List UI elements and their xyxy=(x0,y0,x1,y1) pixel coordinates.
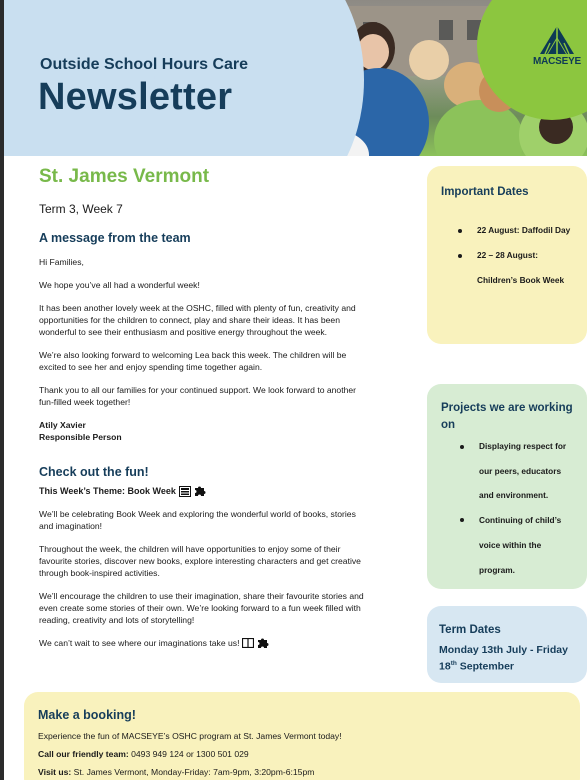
message-p1: We hope you’ve all had a wonderful week! xyxy=(39,280,200,290)
bullet-dot xyxy=(458,254,462,258)
message-p3 xyxy=(39,349,404,373)
date-item-2-line2: Children’s Book Week xyxy=(477,275,565,285)
open-book-icon xyxy=(242,638,254,648)
important-dates-heading: Important Dates xyxy=(441,186,529,198)
message-p2-line: wonderful to see their enthusiasm and positive energy throughout the week. xyxy=(39,327,328,337)
fun-p1-line: We’ll be celebrating Book Week and exploring the wonderful world of books, stories xyxy=(39,509,356,519)
fun-p3-line: We’ll encourage the children to use their imagination, share their favourite stories and xyxy=(39,591,364,601)
message-heading: A message from the team xyxy=(39,231,191,245)
theme-line xyxy=(39,485,404,497)
logo-text: MACSEYE xyxy=(532,56,582,67)
project-item-2-line: program. xyxy=(479,565,515,575)
important-dates-box xyxy=(427,166,587,344)
message-p2 xyxy=(39,302,404,338)
message-p3-line: excited to see her and enjoy spending time together again. xyxy=(39,362,263,372)
fun-p3-line: reading, creativity and lots of storytelling! xyxy=(39,615,195,625)
projects-heading-line2: on xyxy=(441,419,456,431)
fun-p2-line: Throughout the week, the children will have opportunities to enjoy some of their xyxy=(39,544,341,554)
term-dates-line1: Monday 13th July - Friday xyxy=(439,644,568,656)
projects-heading-line1: Projects we are working xyxy=(441,402,573,414)
greeting: Hi Families, xyxy=(39,257,84,267)
books-icon xyxy=(179,486,191,497)
macseye-logo xyxy=(529,26,585,67)
visit-details: St. James Vermont, Monday-Friday: 7am-9pm, 3:20pm-6:15pm xyxy=(71,767,315,777)
signature-role: Responsible Person xyxy=(39,432,122,442)
booking-heading: Make a booking! xyxy=(38,708,136,722)
project-item-2-line: Continuing of child’s xyxy=(479,515,562,525)
visit-label: Visit us: xyxy=(38,767,72,777)
date-item-2-line1: 22 – 28 August: xyxy=(477,250,539,260)
fun-p1 xyxy=(39,508,404,532)
project-item-1-line: and environment. xyxy=(479,490,549,500)
call-label: Call our friendly team: xyxy=(38,749,129,759)
term-dates-line2 xyxy=(439,660,514,673)
fun-p4-text: We can’t wait to see where our imaginations take us! xyxy=(39,638,240,648)
booking-visit xyxy=(38,767,314,777)
booking-call xyxy=(38,749,249,759)
header-title: Newsletter xyxy=(38,76,233,118)
booking-intro: Experience the fun of MACSEYE’s OSHC program at St. James Vermont today! xyxy=(38,731,342,741)
fun-p4 xyxy=(39,637,404,649)
message-p2-line: It has been another lovely week at the OSHC, filled with plenty of fun, creativity and xyxy=(39,303,356,313)
fun-p3 xyxy=(39,590,404,626)
term-end-day: 18 xyxy=(439,660,451,673)
project-item-1-line: Displaying respect for xyxy=(479,441,567,451)
fun-p2-line: through book-inspired activities. xyxy=(39,568,160,578)
term-end-suffix: th xyxy=(450,660,457,667)
message-p2-line: opportunities for the children to connect, play and share their ideas. It has been xyxy=(39,315,340,325)
term-end-month: September xyxy=(456,660,515,673)
bullet-dot xyxy=(458,229,462,233)
term-dates-heading: Term Dates xyxy=(439,624,501,636)
header-banner xyxy=(4,0,587,156)
call-numbers: 0493 949 124 or 1300 501 029 xyxy=(128,749,249,759)
main-column xyxy=(39,166,404,649)
signature-name: Atily Xavier xyxy=(39,420,86,430)
message-p3-line: We’re also looking forward to welcoming Lea back this week. The children will be xyxy=(39,350,347,360)
project-item-2-line: voice within the xyxy=(479,540,542,550)
header-subtitle: Outside School Hours Care xyxy=(40,56,249,73)
puzzle-icon xyxy=(194,485,206,497)
signature xyxy=(39,419,404,443)
school-name: St. James Vermont xyxy=(39,166,210,187)
macseye-mountain-icon xyxy=(540,26,574,54)
message-p4 xyxy=(39,384,404,408)
message-p4-line: fun-filled week together! xyxy=(39,397,131,407)
newsletter-page xyxy=(4,0,587,780)
bullet-dot xyxy=(460,445,464,449)
fun-p2-line: favourite stories, discover new books, explore interesting characters and get creative xyxy=(39,556,361,566)
fun-heading: Check out the fun! xyxy=(39,465,149,479)
puzzle-icon xyxy=(257,637,269,649)
booking-box xyxy=(24,692,580,780)
term-label: Term 3, Week 7 xyxy=(39,202,123,216)
term-dates-box xyxy=(427,606,587,683)
date-item-1: 22 August: Daffodil Day xyxy=(477,225,571,235)
fun-p3-line: even create some stories of their own. We’re looking forward to a fun week filled with xyxy=(39,603,361,613)
project-item-1-line: our peers, educators xyxy=(479,466,562,476)
fun-p1-line: and imagination! xyxy=(39,521,103,531)
projects-box xyxy=(427,384,587,589)
message-p4-line: Thank you to all our families for your continued support. We look forward to another xyxy=(39,385,357,395)
fun-p2 xyxy=(39,543,404,579)
theme-text: This Week’s Theme: Book Week xyxy=(39,486,176,496)
bullet-dot xyxy=(460,518,464,522)
